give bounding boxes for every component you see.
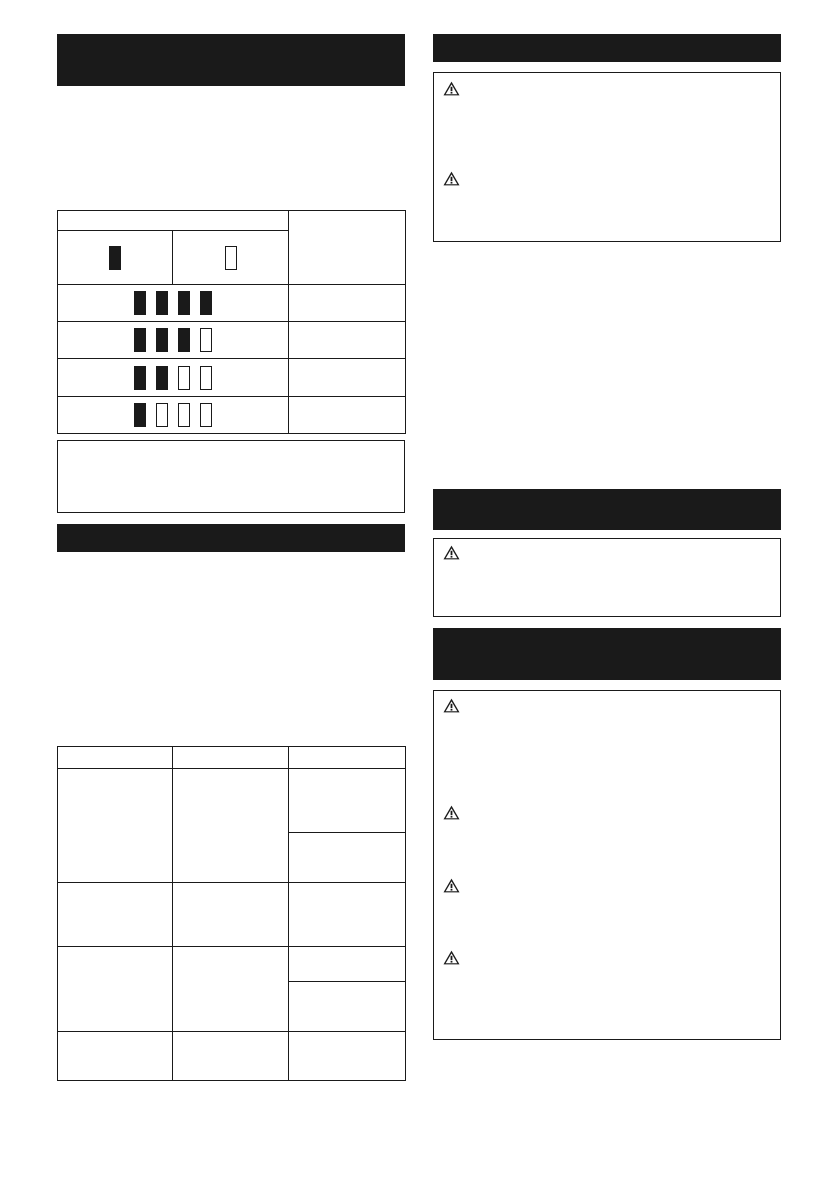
lamp-off-icon [178,403,190,427]
lamp-lit-icon [134,328,146,352]
lamp-off-icon [200,366,212,390]
lamp-lit-icon [156,366,168,390]
warning-triangle-icon [443,545,460,560]
lamp-off-icon [200,403,212,427]
spec-cell [58,883,173,947]
warning-box-3 [433,690,781,1040]
spec-cell [289,982,406,1032]
legend-off [173,231,289,285]
lamp-off-icon [200,328,212,352]
warning-triangle-icon [443,171,460,186]
remaining-value [289,285,406,322]
indicator-row-3 [58,359,289,397]
section-heading-4 [433,489,781,530]
lamp-off-icon [178,366,190,390]
lamp-lit-icon [134,403,146,427]
spec-cell [173,947,289,1032]
remaining-value [289,397,406,434]
section-heading-1 [57,34,405,86]
spec-cell [289,883,406,947]
lamp-lit-icon [134,366,146,390]
spec-cell [173,883,289,947]
spec-cell [289,947,406,982]
warning-triangle-icon [443,878,460,893]
spec-header-1 [58,747,173,769]
battery-indicator-table [57,210,406,434]
lamp-lit-icon [156,291,168,315]
remaining-value [289,359,406,397]
lamp-lit-icon [109,246,121,270]
spec-cell [58,769,173,883]
warning-box-1 [433,72,781,242]
spec-cell [289,769,406,833]
spec-cell [173,1032,289,1081]
indicator-row-2 [58,322,289,359]
warning-triangle-icon [443,805,460,820]
warning-triangle-icon [443,950,460,965]
spec-cell [173,769,289,883]
legend-lit [58,231,173,285]
note-box [57,440,405,513]
lamp-lit-icon [178,328,190,352]
spec-cell [58,947,173,1032]
spec-cell [289,833,406,883]
spec-cell [289,1032,406,1081]
remaining-capacity-header [289,211,406,285]
lamp-lit-icon [156,328,168,352]
section-heading-5 [433,628,781,680]
lamp-off-icon [225,246,237,270]
spec-header-2 [173,747,289,769]
section-heading-2 [57,524,405,552]
section-heading-3 [433,34,781,62]
lamp-lit-icon [178,291,190,315]
spec-cell [58,1032,173,1081]
indicator-header [58,211,289,231]
warning-triangle-icon [443,698,460,713]
lamp-lit-icon [200,291,212,315]
remaining-value [289,322,406,359]
warning-triangle-icon [443,81,460,96]
spec-table [57,746,406,1081]
warning-box-2 [433,538,781,617]
indicator-row-4 [58,397,289,434]
spec-header-3 [289,747,406,769]
lamp-lit-icon [134,291,146,315]
indicator-row-1 [58,285,289,322]
lamp-off-icon [156,403,168,427]
